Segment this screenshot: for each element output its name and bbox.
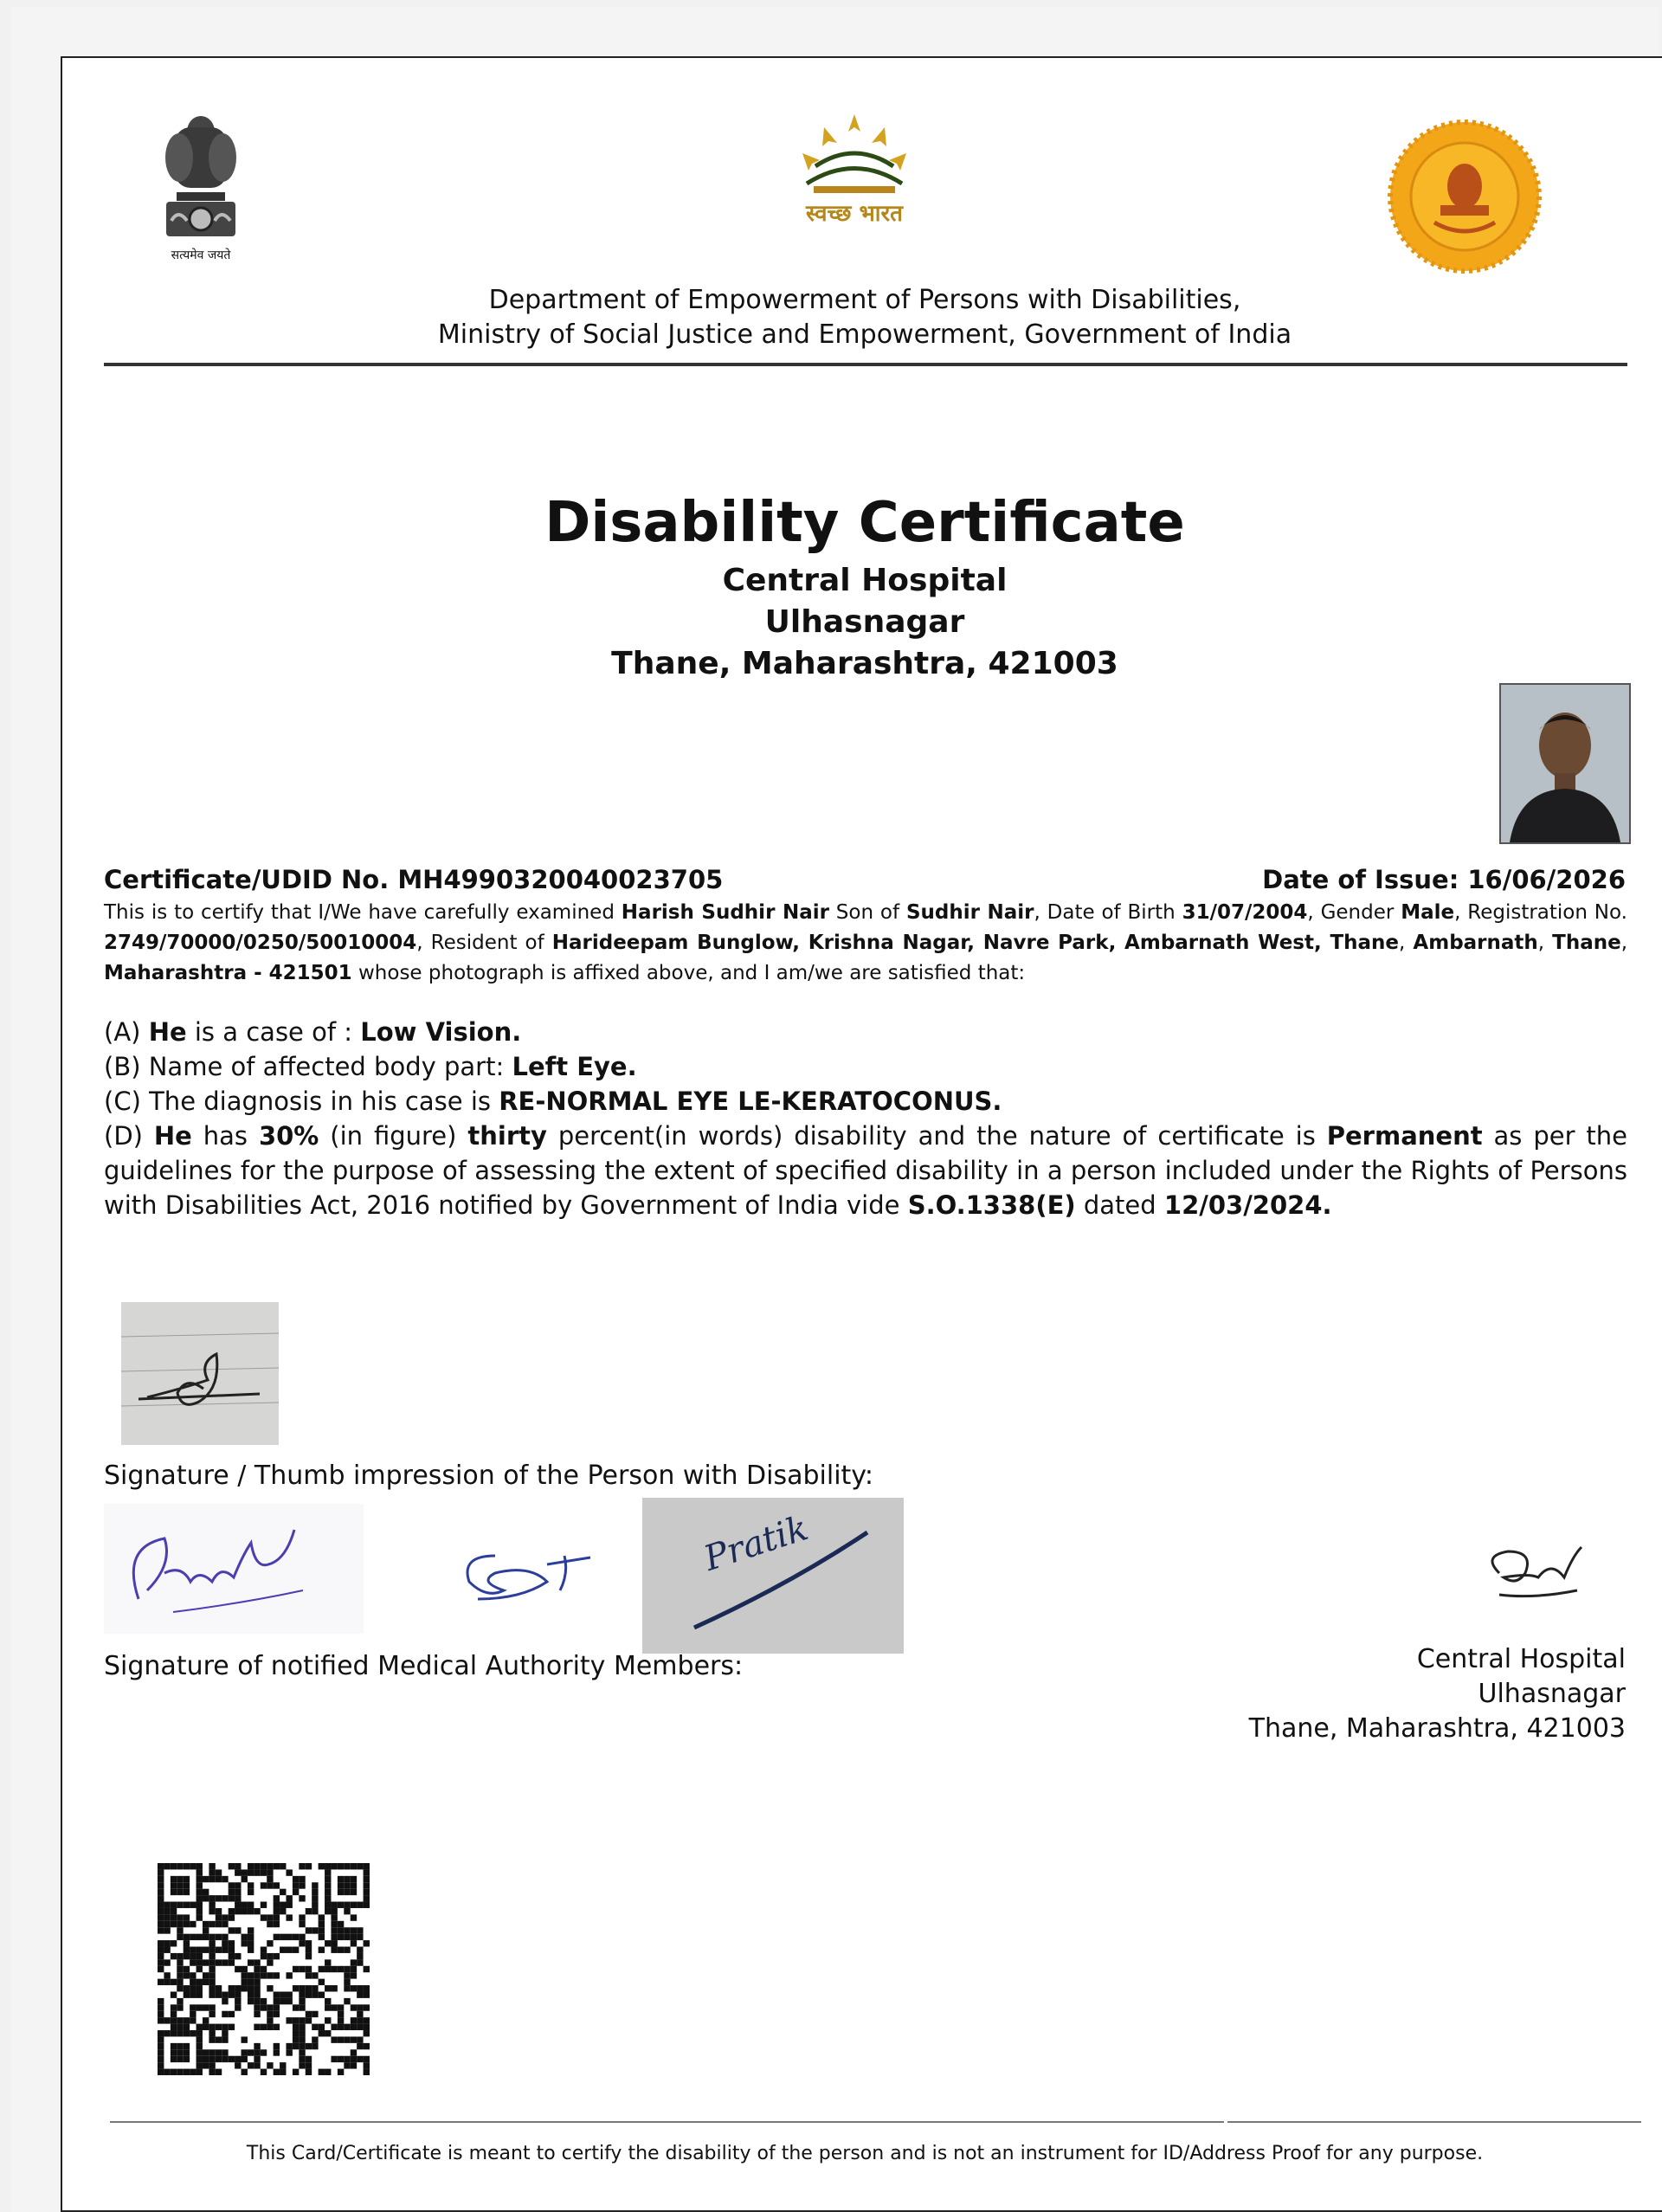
address-district: Thane xyxy=(1552,932,1621,954)
footer-disclaimer: This Card/Certificate is meant to certify the disability of the person and is not an instrument for ID/Address Proof for any purpose. xyxy=(246,2143,1484,2164)
hospital-name: Central Hospital xyxy=(1416,1644,1626,1674)
statement-text: , Date of Birth xyxy=(1034,901,1182,924)
statement-text: , xyxy=(1399,932,1414,954)
address-state: Maharashtra - 421501 xyxy=(104,962,352,984)
disability-percent-words: thirty xyxy=(467,1121,547,1151)
maharashtra-seal-logo xyxy=(1387,119,1543,274)
point-a xyxy=(104,1015,1627,1049)
point-text: dated xyxy=(1075,1190,1164,1220)
point-text: (D) xyxy=(104,1121,154,1151)
statement-text: whose photograph is affixed above, and I am/we are satisfied that: xyxy=(351,962,1026,984)
issuing-hospital xyxy=(62,560,1662,685)
hospital-city: Ulhasnagar xyxy=(1478,1679,1626,1709)
medical-authority-label: Signature of notified Medical Authority Members: xyxy=(104,1651,744,1681)
applicant-photo xyxy=(1499,683,1631,844)
point-text: (C) The diagnosis in his case is xyxy=(104,1087,499,1116)
hospital-name: Central Hospital xyxy=(722,563,1008,598)
footer-divider xyxy=(110,2121,1224,2123)
medical-authority-signature-2 xyxy=(426,1530,634,1625)
hospital-official-signature xyxy=(1465,1521,1612,1625)
statement-text: , xyxy=(1620,932,1628,954)
disability-percent: 30% xyxy=(258,1121,319,1151)
point-c xyxy=(104,1084,1627,1119)
swachh-bharat-logo xyxy=(789,110,919,248)
point-b xyxy=(104,1049,1627,1084)
person-signature-image xyxy=(121,1302,279,1445)
medical-authority-signature-3 xyxy=(642,1498,904,1654)
point-text: is a case of : xyxy=(186,1017,361,1047)
swachh-text: स्वच्छ भारत xyxy=(806,201,903,227)
verification-qr-code xyxy=(158,1863,370,2075)
notification-date: 12/03/2024. xyxy=(1163,1190,1332,1220)
address-town: Ambarnath xyxy=(1413,932,1538,954)
document-viewer xyxy=(11,7,1659,2212)
certificate-nature: Permanent xyxy=(1326,1121,1483,1151)
point-text: (A) xyxy=(104,1017,149,1047)
registration-number: 2749/70000/0250/50010004 xyxy=(104,932,417,954)
person-signature-label: Signature / Thumb impression of the Person with Disability: xyxy=(104,1461,873,1491)
certificate-title: Disability Certificate xyxy=(544,491,1185,555)
national-emblem-logo xyxy=(149,110,253,274)
dept-line-1: Department of Empowerment of Persons with Disabilities, xyxy=(488,285,1241,315)
emblem-caption: सत्यमेव जयते xyxy=(171,248,231,262)
person-name: Harish Sudhir Nair xyxy=(621,901,829,924)
point-text: percent(in words) disability and the nature of certificate is xyxy=(546,1121,1327,1151)
statement-text: Son of xyxy=(828,901,906,924)
point-text: as per the guidelines for the purpose of assessing the extent of specified disability in a person included under the Rights of Persons with Disabilities Act, 2016 notified by Government of India vide xyxy=(104,1121,1627,1220)
point-text: has xyxy=(191,1121,259,1151)
hospital-region: Thane, Maharashtra, 421003 xyxy=(1248,1713,1626,1744)
header-divider xyxy=(104,363,1627,366)
certification-points xyxy=(104,1015,1627,1222)
statement-text: , Gender xyxy=(1307,901,1401,924)
udid-number: Certificate/UDID No. MH4990320040023705 xyxy=(104,865,724,894)
diagnosis: RE-NORMAL EYE LE-KERATOCONUS. xyxy=(499,1087,1002,1116)
father-name: Sudhir Nair xyxy=(905,901,1034,924)
pronoun: He xyxy=(148,1017,187,1047)
gender: Male xyxy=(1401,901,1455,924)
point-text: (in figure) xyxy=(319,1121,468,1151)
affected-body-part: Left Eye. xyxy=(512,1052,637,1081)
hospital-city: Ulhasnagar xyxy=(764,604,965,640)
dept-line-2: Ministry of Social Justice and Empowerment, Government of India xyxy=(437,319,1292,350)
issuing-hospital-address xyxy=(1249,1642,1626,1746)
hospital-region: Thane, Maharashtra, 421003 xyxy=(611,646,1118,681)
date-of-birth: 31/07/2004 xyxy=(1182,901,1308,924)
disability-type: Low Vision. xyxy=(360,1017,522,1047)
signature-text: Pratik xyxy=(699,1508,814,1579)
medical-authority-signature-1 xyxy=(104,1504,364,1634)
statement-text: This is to certify that I/We have carefully examined xyxy=(104,901,622,924)
statement-text: , Resident of xyxy=(416,932,552,954)
statement-text: , xyxy=(1537,932,1553,954)
address-line: Harideepam Bunglow, Krishna Nagar, Navre Park, Ambarnath West, Thane xyxy=(551,932,1400,954)
department-heading xyxy=(62,283,1662,352)
point-text: (B) Name of affected body part: xyxy=(104,1052,512,1081)
statement-text: , Registration No. xyxy=(1454,901,1627,924)
date-of-issue: Date of Issue: 16/06/2026 xyxy=(1262,865,1626,894)
certificate-page xyxy=(61,56,1662,2212)
footer-divider xyxy=(1227,2121,1641,2123)
pronoun: He xyxy=(153,1121,192,1151)
notification-number: S.O.1338(E) xyxy=(907,1190,1076,1220)
point-d xyxy=(104,1119,1627,1222)
certification-statement xyxy=(104,898,1627,989)
